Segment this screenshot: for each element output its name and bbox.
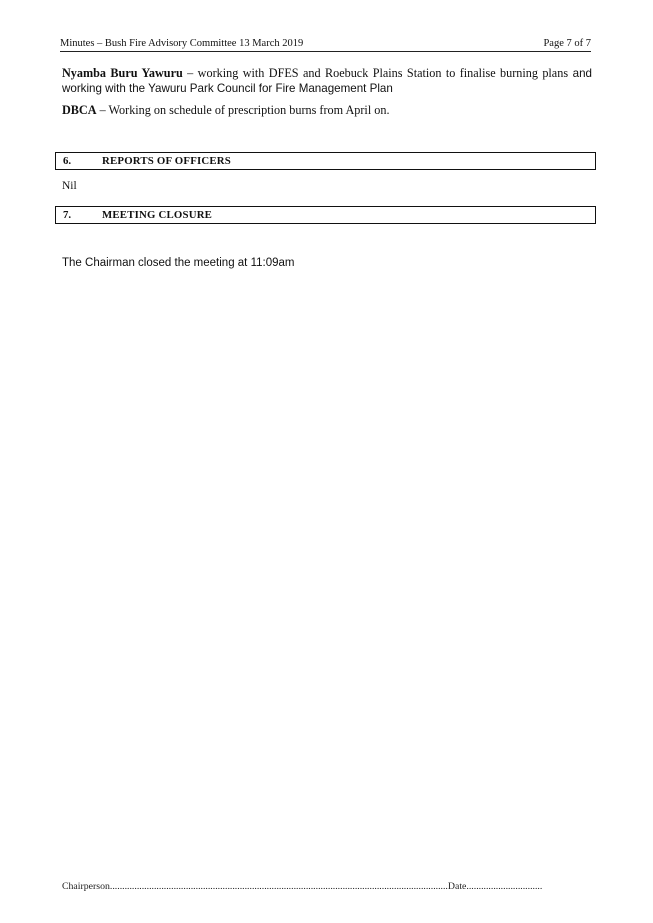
header-title: Minutes – Bush Fire Advisory Committee 13 March 2019 bbox=[60, 38, 304, 49]
section-heading-meeting-closure bbox=[55, 206, 596, 224]
chairperson-signature-field: .......................................................................................................................................... bbox=[109, 881, 448, 892]
date-label: Date bbox=[447, 881, 467, 892]
update-dbca bbox=[62, 103, 592, 118]
org-name: Nyamba Buru Yawuru bbox=[62, 66, 183, 80]
section-number: 7. bbox=[63, 209, 72, 221]
date-field: ............................... bbox=[466, 881, 543, 892]
section-body-reports: Nil bbox=[62, 180, 77, 192]
chairperson-label: Chairperson bbox=[62, 881, 110, 892]
page-number: Page 7 of 7 bbox=[543, 38, 591, 49]
section-title: MEETING CLOSURE bbox=[102, 209, 213, 221]
org-name: DBCA bbox=[62, 103, 97, 117]
page-header bbox=[60, 38, 591, 52]
update-text: – working with DFES and Roebuck Plains Station to finalise burning plans bbox=[182, 66, 569, 80]
meeting-closed-statement: The Chairman closed the meeting at 11:09am bbox=[62, 257, 295, 269]
update-text-continued: and working with the Yawuru Park Council for Fire Management Plan bbox=[62, 67, 592, 95]
signature-line bbox=[62, 881, 542, 892]
update-nyamba-buru-yawuru bbox=[62, 66, 592, 96]
update-text: – Working on schedule of prescription burns from April on. bbox=[96, 103, 390, 117]
section-title: REPORTS OF OFFICERS bbox=[102, 155, 231, 167]
section-number: 6. bbox=[63, 155, 72, 167]
section-heading-reports-of-officers bbox=[55, 152, 596, 170]
